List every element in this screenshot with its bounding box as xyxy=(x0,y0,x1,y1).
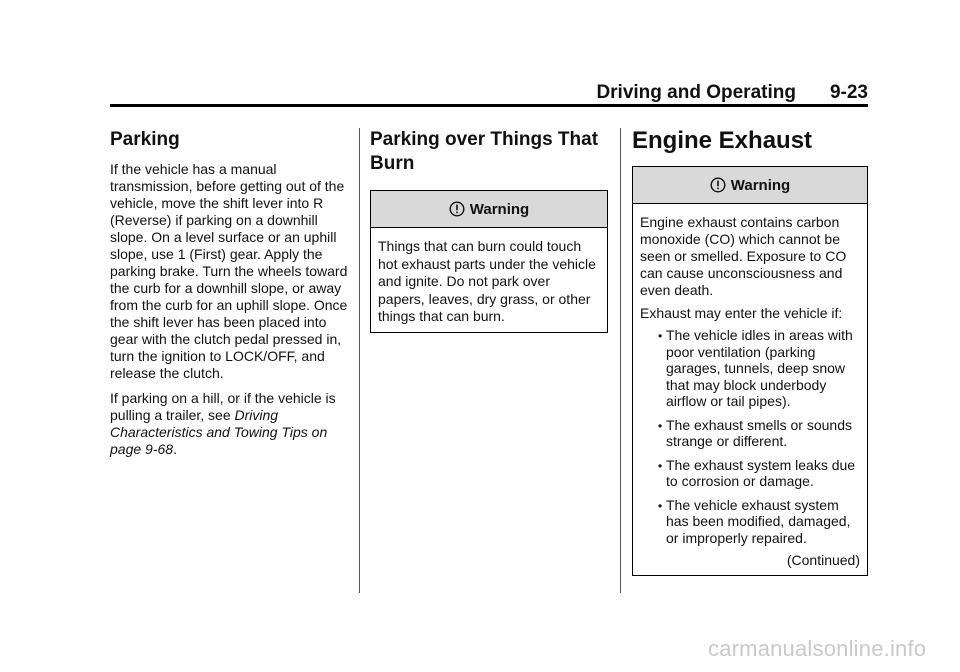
header-section: Driving and Operating xyxy=(596,82,796,103)
list-item-text: The vehicle exhaust system has been modified, damaged, or improperly repaired. xyxy=(666,496,851,546)
warning-label: Warning xyxy=(469,200,530,218)
header-rule xyxy=(110,104,868,107)
exhaust-intro: Exhaust may enter the vehicle if: xyxy=(640,305,843,321)
warning-header xyxy=(371,191,607,228)
parking-heading: Parking xyxy=(110,129,180,150)
column-divider xyxy=(359,128,360,593)
list-item xyxy=(640,497,860,547)
parking-section xyxy=(110,122,348,458)
list-item xyxy=(640,327,860,410)
list-item xyxy=(640,417,860,450)
exhaust-paragraph: Engine exhaust contains carbon monoxide (CO) which cannot be seen or smelled. Exposure to CO can cause unconsciousness and even death. xyxy=(640,214,847,298)
bullet-icon: • xyxy=(658,329,663,343)
warning-label: Warning xyxy=(730,176,791,194)
warning-text: Things that can burn could touch hot exhaust parts under the vehicle and ignite. Do not park over papers, leaves, dry grass, or other things that can burn. xyxy=(378,238,596,324)
parking-trailer-text: If parking on a hill, or if the vehicle is pulling a trailer, see xyxy=(110,390,336,423)
bullet-icon: • xyxy=(658,418,663,433)
warning-body xyxy=(633,204,867,575)
warning-icon xyxy=(449,201,465,217)
towing-tips-link[interactable]: Driving Characteristics and Towing Tips on page 9-68 xyxy=(110,407,328,457)
engine-exhaust-section xyxy=(632,122,868,576)
header-page-number: 9-23 xyxy=(829,82,868,103)
parking-trailer-end: . xyxy=(173,441,177,457)
header-title xyxy=(596,82,868,104)
warning-box xyxy=(370,190,608,333)
list-item-text: The vehicle idles in areas with poor ventilation (parking garages, tunnels, deep snow that may block underbody airflow or tail pipes). xyxy=(666,327,853,409)
exhaust-list xyxy=(640,327,860,546)
bullet-icon: • xyxy=(658,458,663,473)
warning-box xyxy=(632,166,868,576)
warning-icon xyxy=(710,177,726,193)
parking-paragraph: If the vehicle has a manual transmission, before getting out of the vehicle, move the shift lever into R (Reverse) if parking on a downhill slope. On a level surface or an uphill slope, use 1 (First) gear. Apply the parking brake. Turn the wheels toward the curb for a downhill slope, or away from the curb for an uphill slope. Once the shift lever has been placed into gear with the clutch pedal pressed in, turn the ignition to LOCK/OFF, and release the clutch. xyxy=(110,161,348,381)
warning-body xyxy=(371,228,607,332)
column-divider xyxy=(620,128,621,593)
warning-header xyxy=(633,167,867,204)
list-item-text: The exhaust smells or sounds strange or different. xyxy=(666,416,852,449)
parking-burn-section xyxy=(370,122,608,333)
parking-trailer-paragraph xyxy=(110,390,348,458)
continued-label: (Continued) xyxy=(786,552,860,568)
watermark: carmanualsonline.info xyxy=(708,636,927,661)
list-item xyxy=(640,457,860,490)
parking-burn-heading: Parking over Things That Burn xyxy=(370,129,599,174)
engine-exhaust-heading: Engine Exhaust xyxy=(632,127,813,154)
bullet-icon: • xyxy=(658,498,663,513)
list-item-text: The exhaust system leaks due to corrosion or damage. xyxy=(666,456,856,489)
